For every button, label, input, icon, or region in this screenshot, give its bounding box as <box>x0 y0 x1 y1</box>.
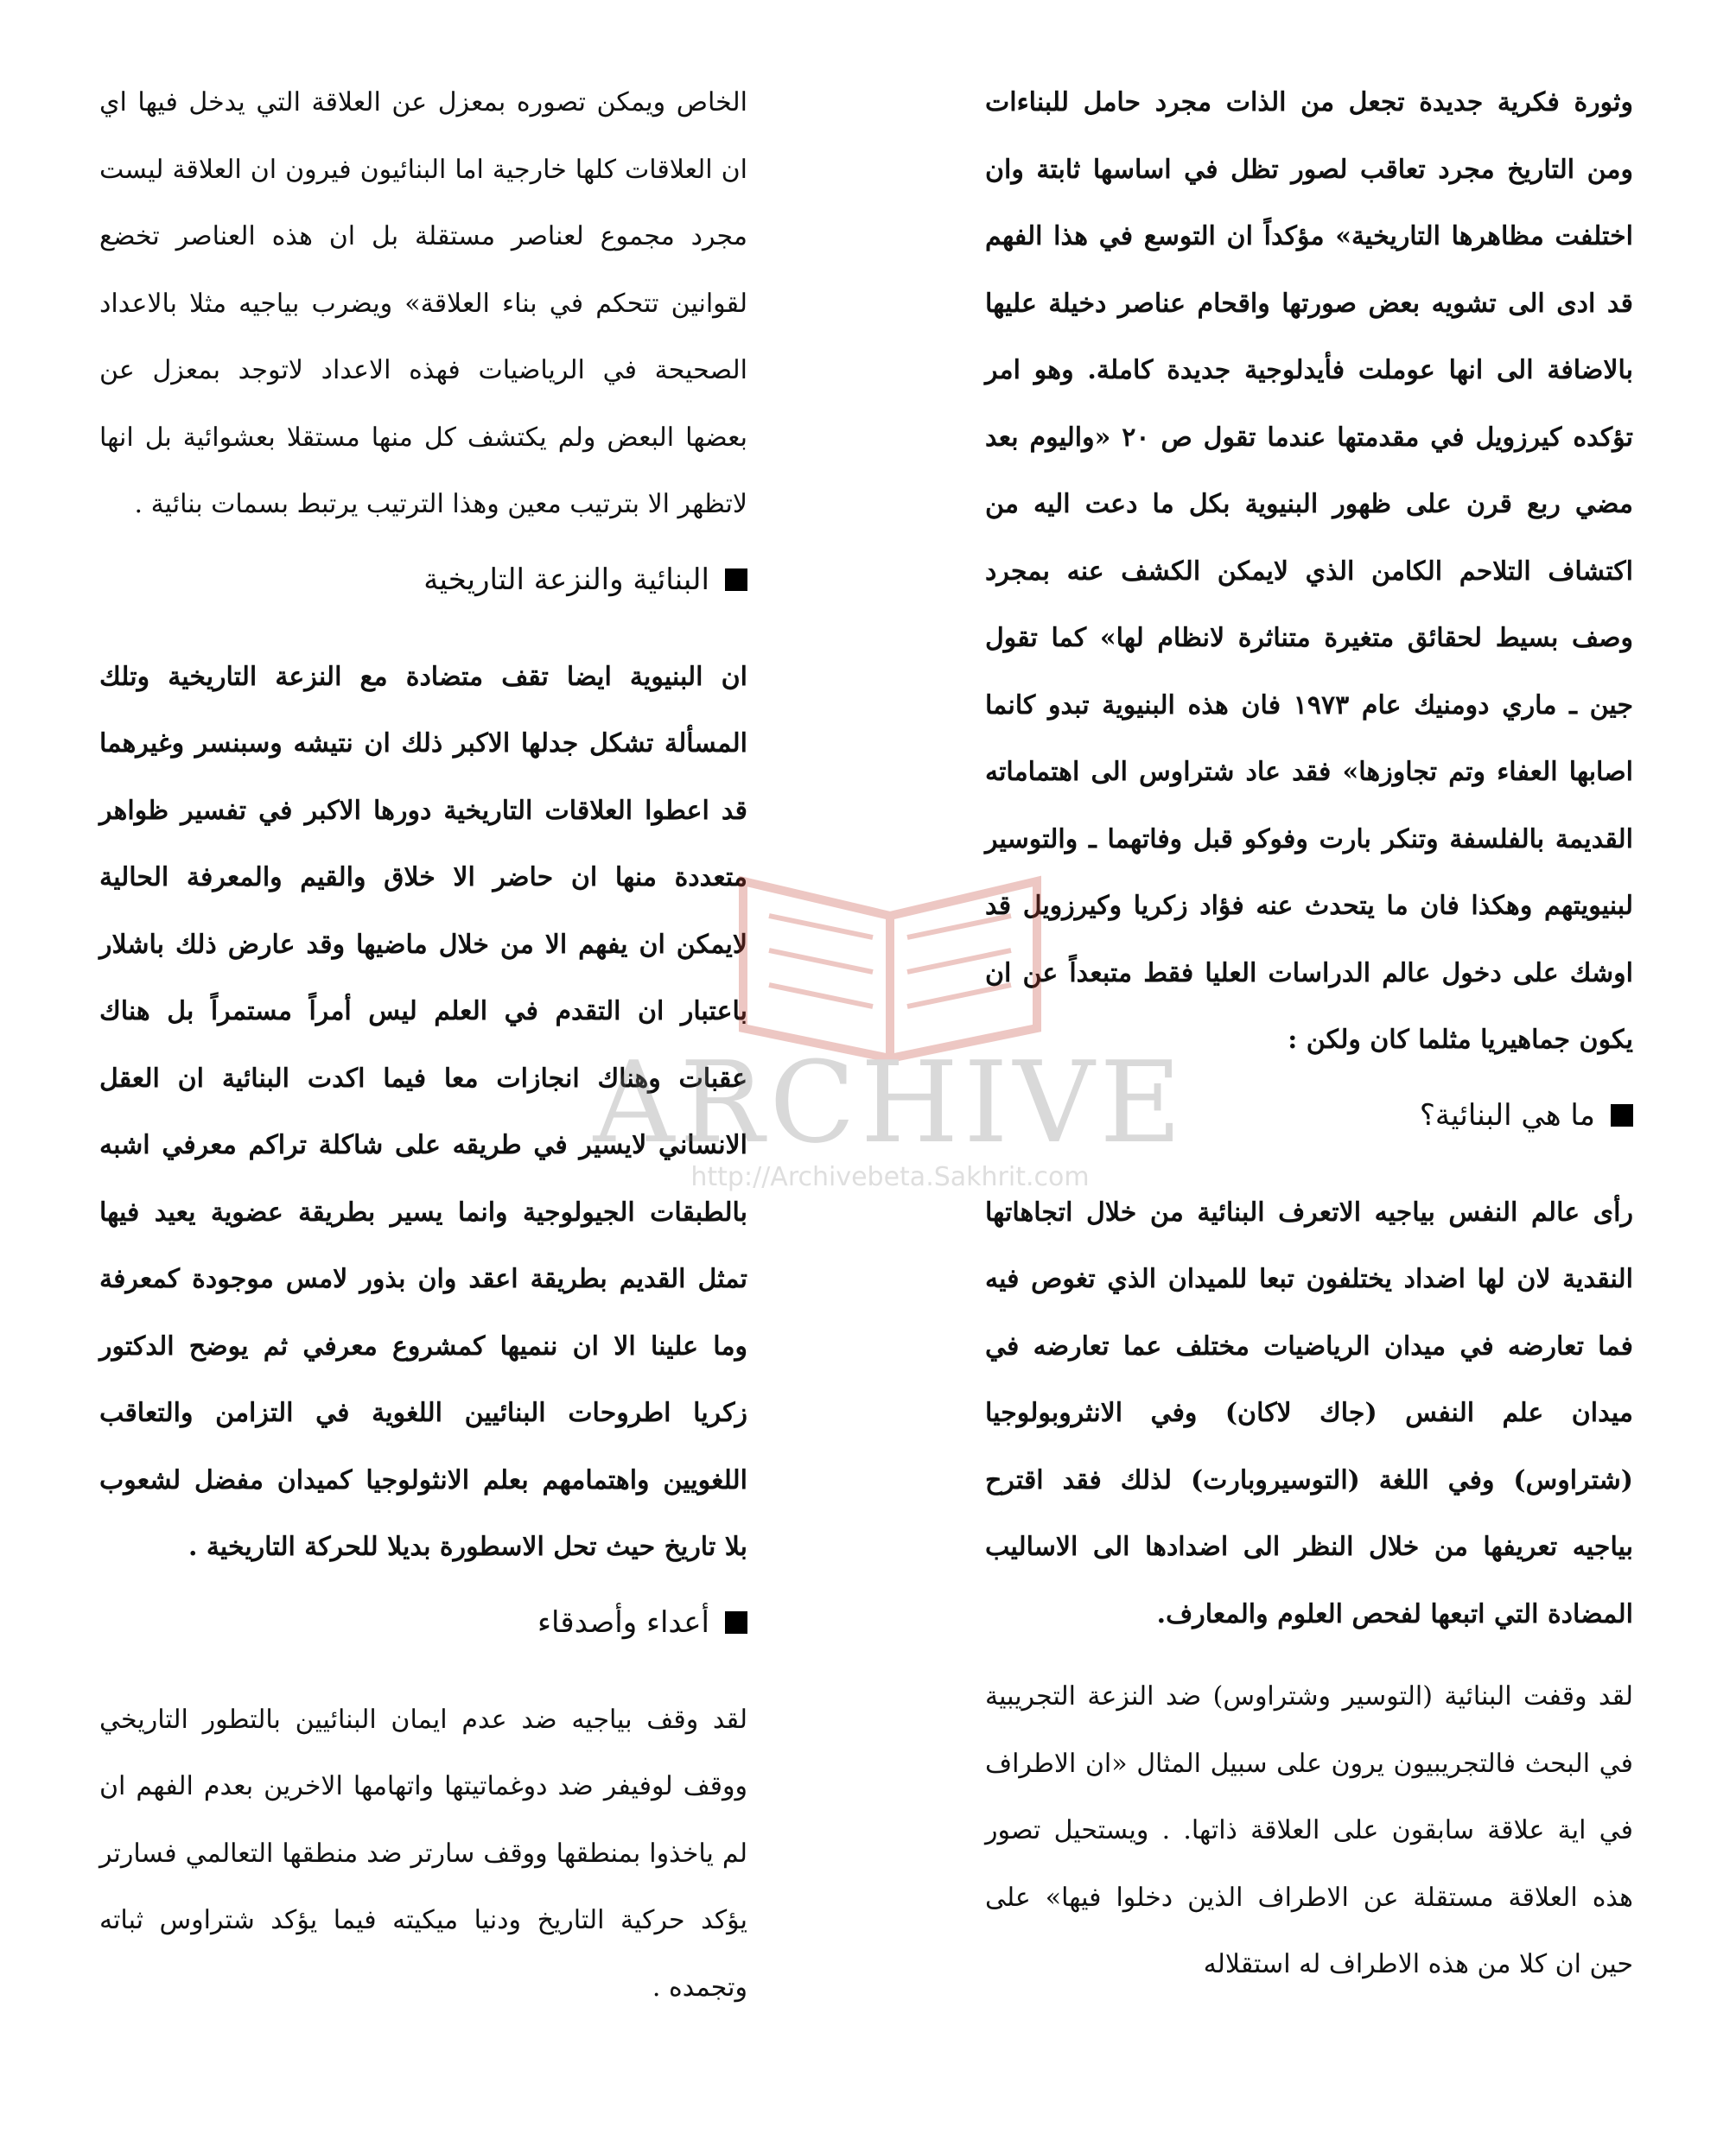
left-paragraph-1: الخاص ويمكن تصوره بمعزل عن العلاقة التي يدخل فيها اي ان العلاقات كلها خارجية اما البنائيون فيرون ان العلاقة ليست مجرد مجموع لعناصر مستقلة بل ان هذه العناصر تخضع لقوانين تتحكم في بناء العلاقة» ويضرب بياجيه مثلا بالاعداد الصحيحة في الرياضيات فهذه الاعداد لاتوجد بمعزل عن بعضها البعض ولم يكتشف كل منها مستقلا بعشوائية بل انها لاتظهر الا بترتيب معين وهذا الترتيب يرتبط بسمات بنائية . <box>99 87 747 519</box>
heading-bullet-square-icon <box>725 1611 747 1634</box>
right-paragraph-3: لقد وقفت البنائية (التوسير وشتراوس) ضد النزعة التجريبية في البحث فالتجريبيون يرون على سبيل المثال «ان الاطراف في اية علاقة سابقون على العلاقة ذاتها. . ويستحيل تصور هذه العلاقة مستقلة عن الاطراف الذين دخلوا فيها» على حين ان كلا من هذه الاطراف له استقلاله <box>985 1681 1633 1979</box>
section-heading-enemies-and-friends <box>99 1597 747 1648</box>
left-paragraph-3: لقد وقف بياجيه ضد عدم ايمان البنائيين بالتطور التاريخي ووقف لوفيفر ضد دوغماتيتها واتهامها الاخرين بعدم الفهم ان لم ياخذوا بمنطقها ووقف سارتر ضد منطقها التعالمي فسارتر يؤكد حركية التاريخ ودنيا ميكيته فيما يؤكد شتراوس ثباته وتجمده . <box>99 1704 747 2003</box>
right-paragraph-2: رأى عالم النفس بياجيه الاتعرف البنائية من خلال اتجاهاتها النقدية لان لها اضداد يختلفون تبعا للميدان الذي تغوص فيه فما تعارضه في ميدان الرياضيات مختلف عما تعارضه في ميدان علم النفس (جاك لاكان) وفي الانثروبولوجيا (شتراوس) وفي اللغة (التوسيروبارت) لذلك فقد اقترح بياجيه تعريفها من خلال النظر الى اضدادها الى الاساليب المضادة التي اتبعها لفحص العلوم والمعارف. <box>985 1197 1633 1629</box>
watermark-title: ARCHIVE <box>593 1037 1187 1168</box>
right-paragraph-1: وثورة فكرية جديدة تجعل من الذات مجرد حامل للبناءات ومن التاريخ مجرد تعاقب لصور تظل في اساسها ثابتة وان اختلفت مظاهرها التاريخية» مؤكداً ان التوسع في هذا الفهم قد ادى الى تشويه بعض صورتها واقحام عناصر دخيلة عليها بالاضافة الى انها عوملت فأيدلوجية جديدة كاملة. وهو امر تؤكده كيرزويل في مقدمتها عندما تقول ص ٢٠ «واليوم بعد مضي ربع قرن على ظهور البنيوية بكل ما دعت اليه من اكتشاف التلاحم الكامن الذي لايمكن الكشف عنه بمجرد وصف بسيط لحقائق متغيرة متناثرة لانظام لها» كما تقول جين ـ ماري دومنيك عام ١٩٧٣ فان هذه البنيوية تبدو كانما اصابها العفاء وتم تجاوزها» فقد عاد شتراوس الى اهتماماته القديمة بالفلسفة وتنكر بارت وفوكو قبل وفاتهما ـ والتوسير لبنيويتهم وهكذا فان ما يتحدث عنه فؤاد زكريا وكيرزويل قد اوشك على دخول عالم الدراسات العليا فقط متبعداً عن ان يكون جماهيريا مثلما كان ولكن : <box>985 87 1634 1055</box>
heading-text: البنائية والنزعة التاريخية <box>423 562 709 597</box>
section-heading-structuralism-and-historicism <box>99 554 747 606</box>
left-column <box>99 69 747 2021</box>
heading-bullet-square-icon <box>1611 1104 1633 1127</box>
right-column <box>985 69 1633 1998</box>
heading-text: ما هي البنائية؟ <box>1419 1097 1595 1133</box>
section-heading-what-is-structuralism <box>985 1089 1633 1141</box>
heading-bullet-square-icon <box>725 568 747 591</box>
left-paragraph-2: ان البنيوية ايضا تقف متضادة مع النزعة التاريخية وتلك المسألة تشكل جدلها الاكبر ذلك ان نتيشه وسبنسر وغيرهما قد اعطوا العلاقات التاريخية دورها الاكبر في تفسير ظواهر متعددة منها ان حاضر الا خلاق والقيم والمعرفة الحالية لايمكن ان يفهم الا من خلال ماضيها وقد عارض ذلك باشلار باعتبار ان التقدم في العلم ليس أمراً مستمراً بل هناك عقبات وهناك انجازات معا فيما اكدت البنائية ان العقل الانساني لايسير في طريقه على شاكلة تراكم معرفي اشبه بالطبقات الجيولوجية وانما يسير بطريقة عضوية يعيد فيها تمثل القديم بطريقة اعقد وان بذور لامس موجودة كمعرفة وما علينا الا ان ننميها كمشروع معرفي ثم يوضح الدكتور زكريا اطروحات البنائيين اللغوية في التزامن والتعاقب اللغويين واهتمامهم بعلم الانثولوجيا كميدان مفضل لشعوب بلا تاريخ حيث تحل الاسطورة بديلا للحركة التاريخية . <box>99 661 747 1562</box>
heading-text: أعداء وأصدقاء <box>537 1604 709 1640</box>
watermark-url: http://Archivebeta.Sakhrit.com <box>690 1162 1090 1192</box>
